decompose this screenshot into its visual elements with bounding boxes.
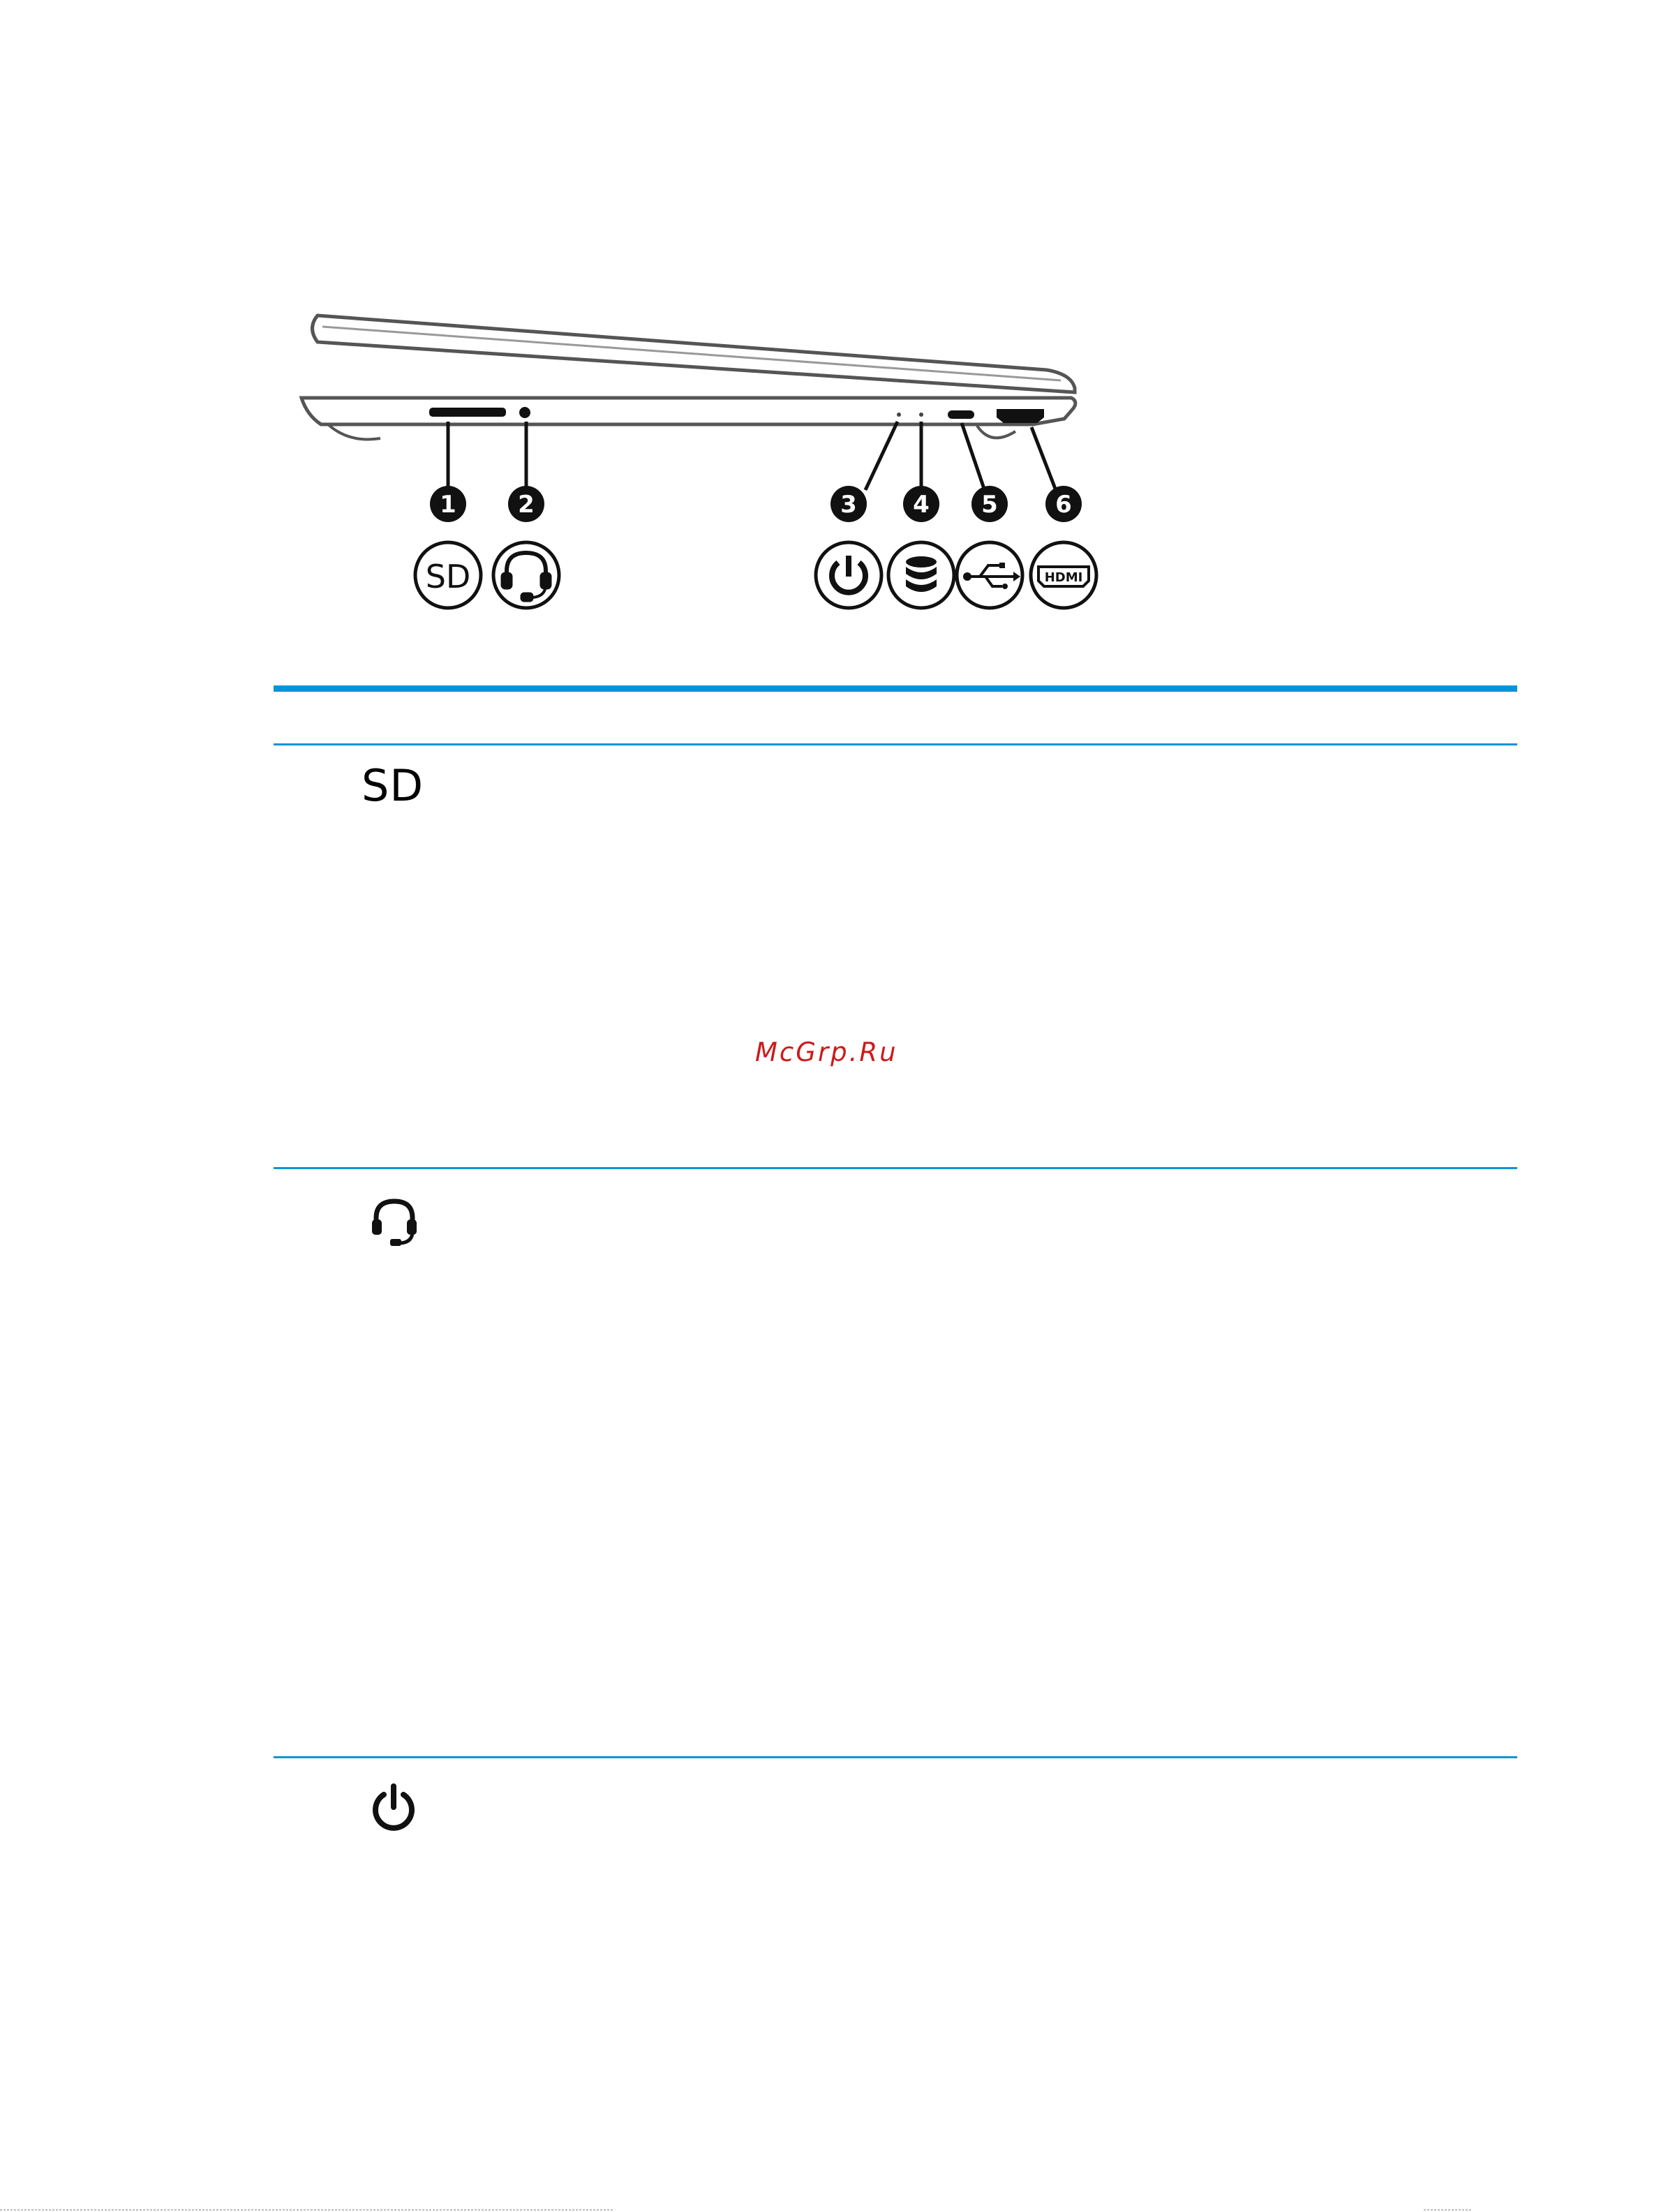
row-divider-2 [274, 1756, 1517, 1758]
watermark: McGrp.Ru [755, 1037, 898, 1067]
laptop-illustration [0, 0, 1661, 628]
svg-text:4: 4 [913, 491, 930, 519]
callout-4 [903, 486, 939, 522]
callout-3 [830, 486, 867, 522]
svg-text:HDMI: HDMI [1044, 570, 1083, 585]
callout-1 [430, 486, 466, 522]
drive-icon [888, 542, 954, 608]
sd-card-icon: SD [362, 760, 424, 811]
hdmi-port [997, 409, 1044, 423]
power-light [897, 413, 901, 417]
callout-2 [508, 486, 544, 522]
callout-leaders [448, 422, 1055, 490]
headset-icon [493, 542, 559, 608]
svg-text:1: 1 [440, 491, 456, 519]
table-header-rule [274, 685, 1517, 692]
usb-icon [957, 542, 1022, 608]
row-divider-1 [274, 1167, 1517, 1169]
scan-marks [0, 2192, 1661, 2212]
table-header-bottom-rule [274, 743, 1517, 745]
svg-text:6: 6 [1055, 491, 1072, 519]
sd-card-icon [415, 542, 481, 608]
svg-text:2: 2 [518, 491, 535, 519]
laptop-side-figure [0, 0, 1661, 628]
svg-text:SD: SD [425, 558, 471, 595]
headset-icon [366, 1197, 422, 1247]
power-icon [368, 1782, 419, 1832]
sd-slot [429, 408, 506, 417]
power-icon [816, 542, 881, 608]
hdmi-icon [1031, 542, 1096, 608]
svg-text:3: 3 [840, 491, 857, 519]
callout-6 [1045, 486, 1082, 522]
drive-light [919, 413, 923, 417]
callout-5 [971, 486, 1008, 522]
audio-jack [519, 407, 530, 418]
usb-c-port [948, 410, 974, 419]
svg-text:5: 5 [981, 491, 998, 519]
